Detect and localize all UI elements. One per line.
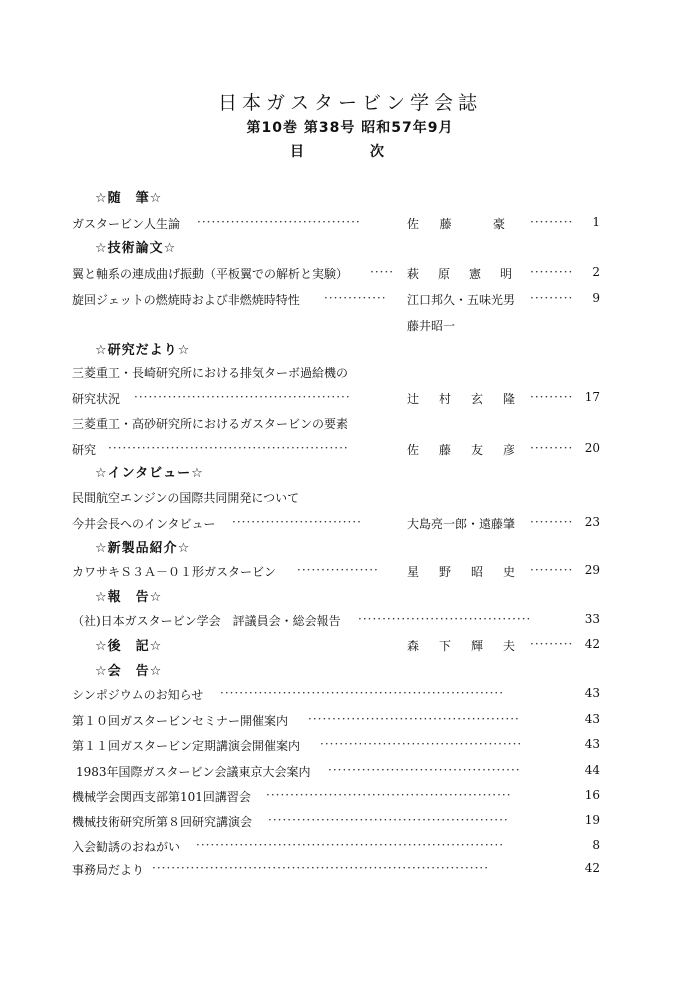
issue-info: 第10巻 第38号 昭和57年9月 [246, 120, 454, 136]
toc-entry[interactable] [72, 763, 600, 781]
leader-dots: ··························································· [220, 686, 505, 700]
leader-dots: ········· [530, 441, 574, 455]
toc-entry-author-continued [72, 317, 600, 335]
toc-entry[interactable] [72, 563, 600, 581]
toc-entry[interactable] [72, 686, 600, 704]
section-heading-zuihitsu: ☆随 筆☆ [95, 191, 163, 206]
toc-entry[interactable] [72, 712, 600, 730]
page-number: 1 [592, 215, 600, 229]
leader-dots: ········· [530, 515, 574, 529]
page-number: 8 [592, 838, 600, 852]
toc-entry[interactable] [72, 788, 600, 806]
leader-dots: ·················································· [268, 813, 509, 827]
entry-title: 今井会長へのインタビュー [72, 517, 216, 531]
page-number: 23 [584, 515, 600, 529]
leader-dots: ········· [530, 563, 574, 577]
entry-author: 藤井昭一 [407, 319, 456, 333]
entry-title: 翼と軸系の連成曲げ振動（平板翼での解析と実験） [72, 267, 349, 281]
leader-dots: ················· [297, 563, 379, 577]
toc-entry-line [72, 489, 600, 507]
toc-entry[interactable] [72, 737, 600, 755]
leader-dots: ········· [530, 265, 574, 279]
toc-entry[interactable] [72, 215, 600, 233]
page-number: 43 [584, 686, 600, 700]
toc-entry-line [72, 415, 600, 433]
leader-dots: ··························· [232, 515, 362, 529]
page-number: 17 [584, 390, 600, 404]
section-heading-interview: ☆インタビュー☆ [95, 466, 204, 481]
page-number: 42 [584, 637, 600, 651]
leader-dots: ····· [370, 265, 395, 279]
entry-title: 入会勧誘のおねがい [72, 840, 181, 854]
contents-heading [280, 141, 410, 161]
leader-dots: ········· [530, 291, 574, 305]
entry-author: 辻 村 玄 隆 [407, 392, 515, 406]
page-number: 2 [592, 265, 600, 279]
entry-title: シンポジウムのお知らせ [72, 688, 204, 702]
leader-dots: ································································ [196, 838, 505, 852]
toc-entry[interactable] [72, 813, 600, 831]
contents-heading-char-2: 次 [370, 144, 384, 160]
leader-dots: ············· [324, 291, 387, 305]
page-number: 20 [584, 441, 600, 455]
journal-title: 日本ガスタービン学会誌 [217, 92, 482, 114]
toc-entry[interactable] [72, 612, 600, 630]
entry-title-line1: 三菱重工・高砂研究所におけるガスタービンの要素 [72, 417, 349, 431]
toc-entry[interactable] [72, 441, 600, 459]
toc-entry[interactable] [72, 265, 600, 283]
contents-heading-char-1: 目 [290, 144, 304, 160]
entry-title: 研究状況 [72, 392, 121, 406]
leader-dots: ············································· [134, 390, 351, 404]
entry-author: 萩 原 憲 明 [407, 267, 512, 281]
entry-title: （社)日本ガスタービン学会 評議員会・総会報告 [72, 614, 341, 628]
entry-title-line1: 三菱重工・長崎研究所における排気ターボ過給機の [72, 366, 349, 380]
leader-dots: ·················································· [108, 441, 349, 455]
entry-title: 機械学会関西支部第101回講習会 [72, 790, 251, 804]
toc-entry[interactable] [72, 838, 600, 856]
leader-dots: ········································ [328, 763, 521, 777]
section-heading-kaikoku: ☆会 告☆ [95, 664, 163, 679]
leader-dots: ·········································· [320, 737, 523, 751]
entry-title: 第１１回ガスタービン定期講演会開催案内 [72, 739, 301, 753]
toc-entry-line [72, 364, 600, 382]
entry-title: 1983年国際ガスタービン会議東京大会案内 [76, 765, 311, 779]
toc-entry[interactable] [72, 390, 600, 408]
entry-author: 佐 藤 豪 [407, 217, 505, 231]
leader-dots: ········· [530, 637, 574, 651]
entry-author: 佐 藤 友 彦 [407, 443, 515, 457]
entry-title: 機械技術研究所第８回研究講演会 [72, 815, 253, 829]
page-number: 9 [592, 291, 600, 305]
section-heading-koki: ☆後 記☆ [95, 639, 163, 654]
section-heading-shinseihin: ☆新製品紹介☆ [95, 541, 191, 556]
leader-dots: ········· [530, 390, 574, 404]
leader-dots: ······································································ [152, 861, 490, 875]
page-number: 44 [584, 763, 600, 777]
entry-title-line1: 民間航空エンジンの国際共同開発について [72, 491, 300, 505]
entry-title: カワサキＳ３Ａ－０１形ガスタービン [72, 565, 277, 579]
section-heading-hokoku: ☆報 告☆ [95, 590, 163, 605]
entry-author: 森 下 輝 夫 [407, 639, 515, 653]
entry-title: 第１０回ガスタービンセミナー開催案内 [72, 714, 289, 728]
page-number: 43 [584, 712, 600, 726]
page-number: 16 [584, 788, 600, 802]
entry-title: ガスタービン人生論 [72, 217, 181, 231]
page-number: 19 [584, 813, 600, 827]
leader-dots: ··················································· [266, 788, 512, 802]
entry-title: 研究 [72, 443, 97, 457]
entry-author: 江口邦久・五味光男 [407, 293, 516, 307]
page-number: 33 [584, 612, 600, 626]
entry-title: 旋回ジェットの燃焼時および非燃焼時特性 [72, 293, 300, 307]
leader-dots: ············································ [308, 712, 520, 726]
leader-dots: ···································· [358, 612, 532, 626]
leader-dots: ········· [530, 215, 574, 229]
entry-title: 事務局だより [72, 863, 145, 877]
entry-author: 星 野 昭 史 [407, 565, 515, 579]
section-heading-kenkyu: ☆研究だより☆ [95, 343, 191, 358]
toc-entry[interactable] [72, 515, 600, 533]
section-heading-ronbun: ☆技術論文☆ [95, 241, 177, 256]
toc-entry[interactable] [72, 291, 600, 309]
toc-entry[interactable] [72, 861, 600, 879]
toc-entry[interactable] [72, 637, 600, 655]
leader-dots: ·································· [197, 215, 361, 229]
entry-author: 大島亮一郎・遠藤肇 [407, 517, 516, 531]
page-number: 43 [584, 737, 600, 751]
page-number: 29 [584, 563, 600, 577]
page-number: 42 [584, 861, 600, 875]
